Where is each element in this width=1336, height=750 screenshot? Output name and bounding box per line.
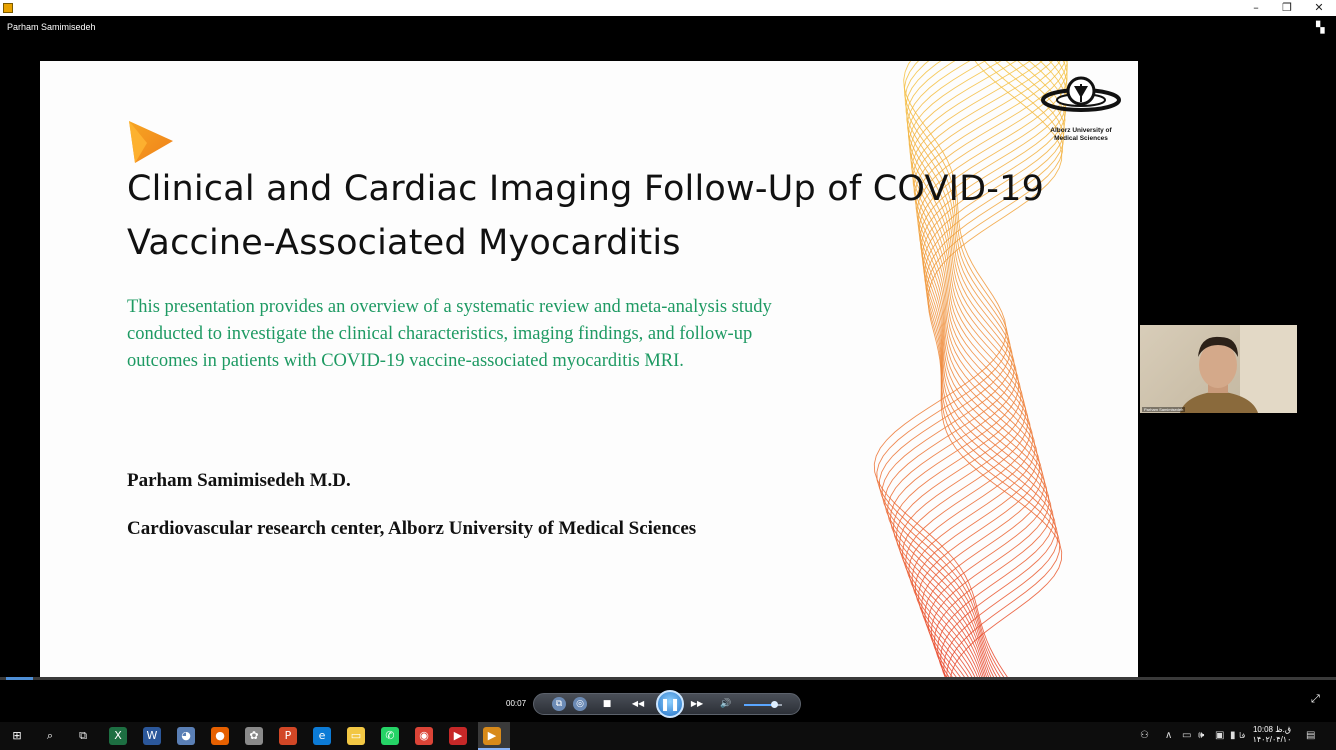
volume-icon[interactable]: 🔊 bbox=[720, 699, 732, 709]
fast-forward-button[interactable]: ▶▶ bbox=[690, 699, 704, 708]
fullscreen-icon[interactable]: ⤢ bbox=[1311, 692, 1320, 705]
wave-line bbox=[899, 61, 1037, 677]
file-explorer-icon[interactable]: ▭ bbox=[347, 727, 365, 745]
whatsapp-icon[interactable]: ✆ bbox=[381, 727, 399, 745]
media-player-icon[interactable]: ▶ bbox=[483, 727, 501, 745]
close-button[interactable]: ✕ bbox=[1314, 1, 1324, 14]
wave-line bbox=[880, 61, 1011, 677]
clock-time: 10:08 ق.ظ bbox=[1252, 725, 1292, 734]
window-title-bar bbox=[0, 0, 1336, 16]
taskbar-clock[interactable] bbox=[1252, 725, 1292, 745]
excel-icon[interactable]: X bbox=[109, 727, 127, 745]
start-button[interactable]: ⊞ bbox=[12, 729, 22, 742]
seek-bar[interactable] bbox=[0, 677, 1336, 680]
task-view-icon[interactable]: ⧉ bbox=[79, 729, 87, 742]
sharer-name: Parham Samimisedeh bbox=[7, 22, 96, 32]
webcam-thumbnail[interactable] bbox=[1140, 325, 1297, 413]
webcam-name-label: Parham Samimisedeh bbox=[1144, 407, 1184, 412]
notification-icon[interactable]: ▤ bbox=[1306, 730, 1316, 741]
stop-button[interactable]: ■ bbox=[602, 699, 612, 709]
minimize-button[interactable]: – bbox=[1253, 1, 1259, 14]
speaker-icon[interactable]: 🕪 bbox=[1198, 730, 1205, 741]
pause-button[interactable]: ❚❚ bbox=[656, 690, 684, 718]
network-icon[interactable]: ▭ bbox=[1182, 730, 1192, 741]
edge-icon[interactable]: e bbox=[313, 727, 331, 745]
word-icon[interactable]: W bbox=[143, 727, 161, 745]
presenter-app-icon[interactable]: ▶ bbox=[449, 727, 467, 745]
university-logo bbox=[1036, 76, 1126, 143]
seek-bar-progress bbox=[6, 677, 33, 680]
layout-toggle-icon[interactable]: ▚ bbox=[1316, 21, 1325, 34]
volume-slider-fill bbox=[744, 704, 774, 706]
wave-line bbox=[912, 61, 1067, 677]
app-icon bbox=[3, 3, 13, 13]
chrome-icon[interactable]: ◉ bbox=[415, 727, 433, 745]
logo-text-line-2: Medical Sciences bbox=[1054, 135, 1108, 142]
shared-slide bbox=[40, 61, 1138, 677]
wave-lines bbox=[874, 61, 1067, 677]
input-language[interactable]: فا bbox=[1239, 731, 1246, 740]
university-logo-text bbox=[1036, 127, 1126, 143]
restore-button[interactable]: ❐ bbox=[1282, 1, 1292, 14]
tray-chevron-icon[interactable]: ∧ bbox=[1165, 730, 1173, 741]
volume-slider[interactable] bbox=[744, 704, 782, 706]
photos-icon[interactable]: ✿ bbox=[245, 727, 263, 745]
wave-line bbox=[903, 61, 1049, 677]
rewind-button[interactable]: ◀◀ bbox=[631, 699, 645, 708]
library-icon[interactable]: ⧉ bbox=[552, 697, 566, 711]
windows-taskbar bbox=[0, 722, 1336, 750]
media-controls bbox=[533, 693, 801, 715]
university-emblem-icon bbox=[1040, 76, 1122, 120]
search-icon[interactable]: ⌕ bbox=[46, 729, 54, 742]
firefox-icon[interactable]: ● bbox=[211, 727, 229, 745]
tray-app-icon[interactable]: ▣ bbox=[1215, 730, 1225, 741]
people-icon[interactable]: ⚇ bbox=[1140, 730, 1149, 741]
slide-title: Clinical and Cardiac Imaging Follow-Up of COVID-19 Vaccine-Associated Myocarditis bbox=[127, 169, 1045, 263]
paint-icon[interactable]: ◕ bbox=[177, 727, 195, 745]
presenter-affiliation: Cardiovascular research center, Alborz University of Medical Sciences bbox=[127, 518, 697, 539]
playlist-icon[interactable]: ◎ bbox=[573, 697, 587, 711]
slide-description: This presentation provides an overview of a systematic review and meta-analysis study conducted to investigate the clinical characteristics, imaging findings, and follow-up outcomes in patients with COVID-19 vaccine-associated myocarditis MRI. bbox=[127, 297, 772, 371]
webcam-person-image bbox=[1140, 325, 1297, 413]
playback-time: 00:07 bbox=[506, 699, 527, 708]
logo-text-line-1: Alborz University of bbox=[1050, 127, 1112, 134]
clock-date: ۱۴۰۲/۰۴/۱۰ bbox=[1252, 735, 1292, 744]
volume-slider-thumb[interactable] bbox=[771, 701, 778, 708]
presenter-name: Parham Samimisedeh M.D. bbox=[127, 470, 351, 491]
powerpoint-icon[interactable]: P bbox=[279, 727, 297, 745]
brand-arrow-icon bbox=[127, 119, 175, 165]
battery-icon[interactable]: ▮ bbox=[1230, 730, 1236, 741]
